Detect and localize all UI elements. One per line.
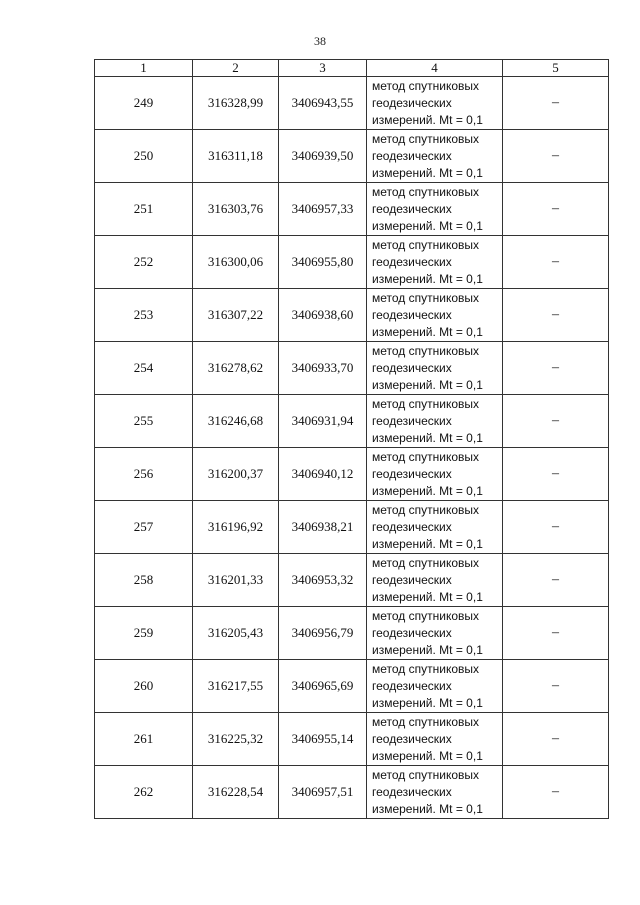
table-row (95, 713, 609, 766)
column-header-y: 3 (279, 60, 367, 77)
page-number: 38 (314, 34, 326, 48)
point-number-cell: 254 (95, 342, 193, 395)
coordinates-table (94, 59, 609, 819)
column-header-method: 4 (367, 60, 503, 77)
x-coordinate-cell: 316311,18 (193, 130, 279, 183)
method-line: геодезических (372, 572, 452, 587)
method-cell (367, 660, 503, 713)
note-cell: – (503, 554, 609, 607)
method-line: метод спутниковых (372, 767, 480, 782)
y-coordinate-cell: 3406965,69 (279, 660, 367, 713)
table-body (95, 77, 609, 819)
method-cell (367, 395, 503, 448)
note-cell: – (503, 607, 609, 660)
method-line: измерений. Mt = 0,1 (372, 112, 483, 127)
note-cell: – (503, 289, 609, 342)
column-header-x: 2 (193, 60, 279, 77)
point-number-cell: 255 (95, 395, 193, 448)
method-line: геодезических (372, 95, 452, 110)
note-cell: – (503, 77, 609, 130)
method-line: метод спутниковых (372, 184, 480, 199)
method-line: геодезических (372, 731, 452, 746)
point-number-cell: 257 (95, 501, 193, 554)
table-row (95, 77, 609, 130)
method-line: метод спутниковых (372, 449, 480, 464)
method-cell (367, 607, 503, 660)
method-line: геодезических (372, 360, 452, 375)
x-coordinate-cell: 316217,55 (193, 660, 279, 713)
method-cell (367, 713, 503, 766)
method-line: геодезических (372, 254, 452, 269)
table-row (95, 183, 609, 236)
point-number-cell: 250 (95, 130, 193, 183)
note-cell: – (503, 448, 609, 501)
method-line: геодезических (372, 466, 452, 481)
x-coordinate-cell: 316200,37 (193, 448, 279, 501)
method-cell (367, 236, 503, 289)
note-cell: – (503, 342, 609, 395)
method-line: измерений. Mt = 0,1 (372, 642, 483, 657)
method-cell (367, 77, 503, 130)
x-coordinate-cell: 316225,32 (193, 713, 279, 766)
method-line: измерений. Mt = 0,1 (372, 377, 483, 392)
method-line: метод спутниковых (372, 78, 480, 93)
method-line: метод спутниковых (372, 555, 480, 570)
column-header-note: 5 (503, 60, 609, 77)
table-row (95, 130, 609, 183)
method-line: геодезических (372, 625, 452, 640)
table-header-row (95, 60, 609, 77)
method-line: измерений. Mt = 0,1 (372, 218, 483, 233)
method-cell (367, 501, 503, 554)
point-number-cell: 251 (95, 183, 193, 236)
method-cell (367, 766, 503, 819)
x-coordinate-cell: 316196,92 (193, 501, 279, 554)
method-line: измерений. Mt = 0,1 (372, 324, 483, 339)
method-cell (367, 130, 503, 183)
y-coordinate-cell: 3406953,32 (279, 554, 367, 607)
note-cell: – (503, 130, 609, 183)
method-line: метод спутниковых (372, 290, 480, 305)
note-cell: – (503, 183, 609, 236)
y-coordinate-cell: 3406938,60 (279, 289, 367, 342)
method-line: геодезических (372, 307, 452, 322)
table-row (95, 289, 609, 342)
x-coordinate-cell: 316201,33 (193, 554, 279, 607)
table-row (95, 607, 609, 660)
method-line: измерений. Mt = 0,1 (372, 165, 483, 180)
point-number-cell: 259 (95, 607, 193, 660)
method-cell (367, 554, 503, 607)
y-coordinate-cell: 3406938,21 (279, 501, 367, 554)
table-row (95, 660, 609, 713)
table-row (95, 554, 609, 607)
method-cell (367, 342, 503, 395)
method-line: геодезических (372, 413, 452, 428)
method-line: геодезических (372, 148, 452, 163)
method-line: метод спутниковых (372, 131, 480, 146)
y-coordinate-cell: 3406956,79 (279, 607, 367, 660)
table-row (95, 236, 609, 289)
x-coordinate-cell: 316300,06 (193, 236, 279, 289)
x-coordinate-cell: 316307,22 (193, 289, 279, 342)
point-number-cell: 260 (95, 660, 193, 713)
method-line: метод спутниковых (372, 343, 480, 358)
method-line: измерений. Mt = 0,1 (372, 430, 483, 445)
method-line: метод спутниковых (372, 714, 480, 729)
column-header-point-number: 1 (95, 60, 193, 77)
method-line: измерений. Mt = 0,1 (372, 271, 483, 286)
method-line: измерений. Mt = 0,1 (372, 589, 483, 604)
method-line: измерений. Mt = 0,1 (372, 536, 483, 551)
y-coordinate-cell: 3406940,12 (279, 448, 367, 501)
x-coordinate-cell: 316278,62 (193, 342, 279, 395)
point-number-cell: 262 (95, 766, 193, 819)
y-coordinate-cell: 3406955,14 (279, 713, 367, 766)
note-cell: – (503, 395, 609, 448)
note-cell: – (503, 236, 609, 289)
y-coordinate-cell: 3406957,51 (279, 766, 367, 819)
table-row (95, 395, 609, 448)
point-number-cell: 253 (95, 289, 193, 342)
method-line: измерений. Mt = 0,1 (372, 801, 483, 816)
point-number-cell: 261 (95, 713, 193, 766)
method-line: геодезических (372, 678, 452, 693)
method-cell (367, 183, 503, 236)
method-line: измерений. Mt = 0,1 (372, 695, 483, 710)
method-line: метод спутниковых (372, 502, 480, 517)
point-number-cell: 249 (95, 77, 193, 130)
method-line: метод спутниковых (372, 237, 480, 252)
method-line: метод спутниковых (372, 608, 480, 623)
table-row (95, 766, 609, 819)
table-row (95, 501, 609, 554)
method-cell (367, 448, 503, 501)
point-number-cell: 252 (95, 236, 193, 289)
x-coordinate-cell: 316246,68 (193, 395, 279, 448)
method-line: геодезических (372, 519, 452, 534)
table-row (95, 342, 609, 395)
point-number-cell: 256 (95, 448, 193, 501)
y-coordinate-cell: 3406939,50 (279, 130, 367, 183)
method-line: геодезических (372, 784, 452, 799)
y-coordinate-cell: 3406943,55 (279, 77, 367, 130)
note-cell: – (503, 766, 609, 819)
note-cell: – (503, 713, 609, 766)
method-line: измерений. Mt = 0,1 (372, 748, 483, 763)
method-line: метод спутниковых (372, 661, 480, 676)
x-coordinate-cell: 316328,99 (193, 77, 279, 130)
x-coordinate-cell: 316205,43 (193, 607, 279, 660)
y-coordinate-cell: 3406933,70 (279, 342, 367, 395)
x-coordinate-cell: 316228,54 (193, 766, 279, 819)
method-line: измерений. Mt = 0,1 (372, 483, 483, 498)
point-number-cell: 258 (95, 554, 193, 607)
note-cell: – (503, 501, 609, 554)
method-line: геодезических (372, 201, 452, 216)
method-cell (367, 289, 503, 342)
method-line: метод спутниковых (372, 396, 480, 411)
table-row (95, 448, 609, 501)
y-coordinate-cell: 3406955,80 (279, 236, 367, 289)
x-coordinate-cell: 316303,76 (193, 183, 279, 236)
y-coordinate-cell: 3406931,94 (279, 395, 367, 448)
note-cell: – (503, 660, 609, 713)
y-coordinate-cell: 3406957,33 (279, 183, 367, 236)
